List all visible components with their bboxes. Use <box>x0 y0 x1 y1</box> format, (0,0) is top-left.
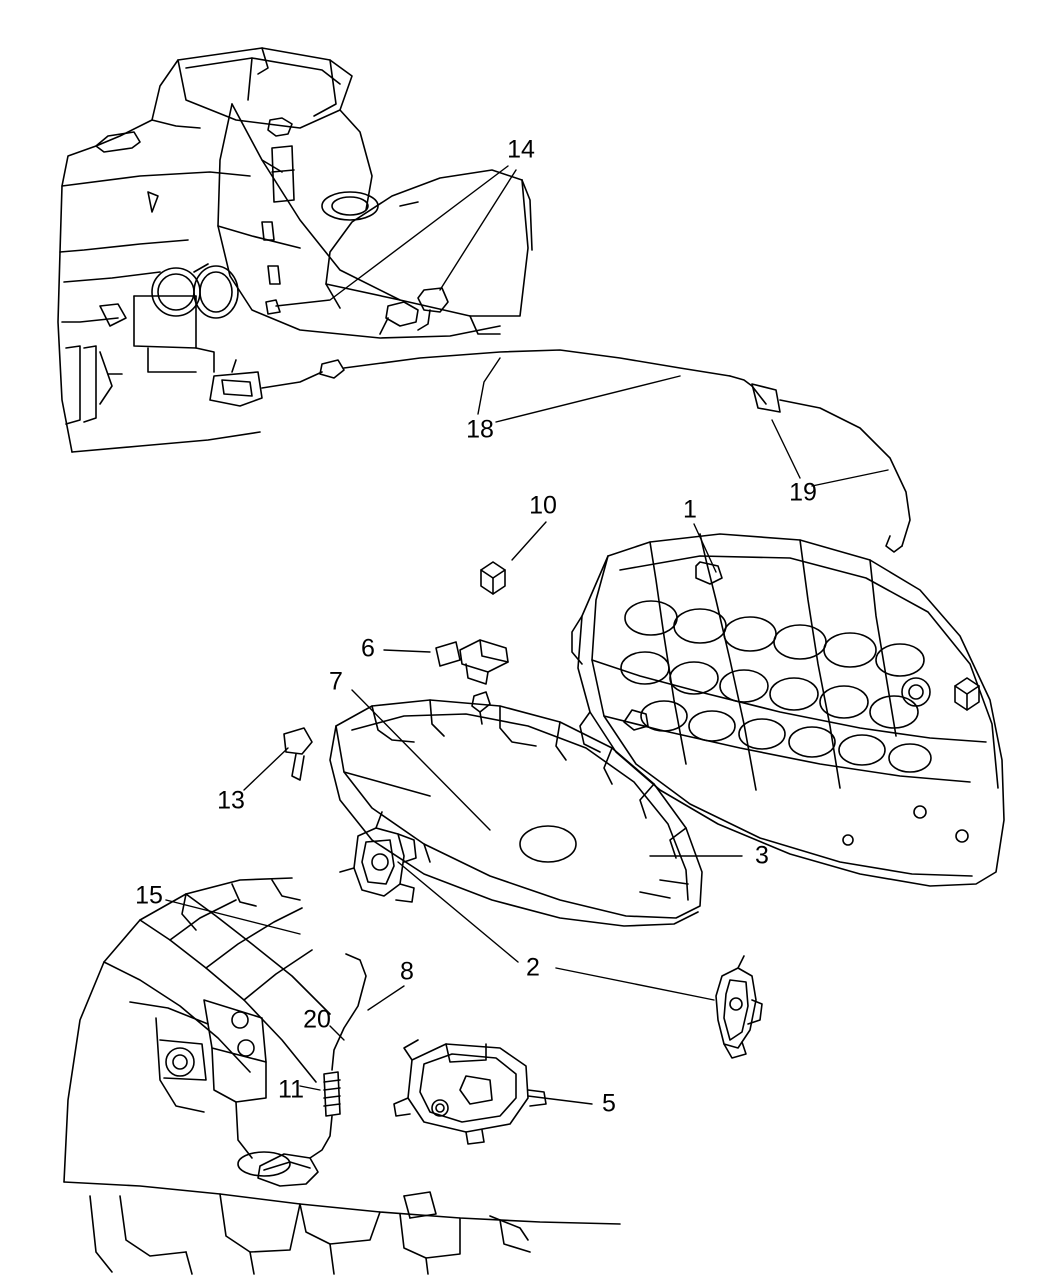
hood-hinge-left <box>340 812 416 902</box>
callout-3: 3 <box>755 841 769 870</box>
callout-14: 14 <box>507 135 535 164</box>
callout-20: 20 <box>303 1005 331 1034</box>
callout-15: 15 <box>135 881 163 910</box>
callout-5: 5 <box>602 1089 616 1118</box>
front-end-structure <box>64 878 620 1274</box>
hood-release-cable <box>210 288 910 552</box>
hood-panel <box>572 534 1004 886</box>
callout-8: 8 <box>400 957 414 986</box>
callout-13: 13 <box>217 786 245 815</box>
hood-hinge-right <box>716 956 762 1058</box>
callout-19: 19 <box>789 478 817 507</box>
callout-2: 2 <box>526 953 540 982</box>
callout-1: 1 <box>683 495 697 524</box>
insulator-clips <box>284 640 508 780</box>
callout-7: 7 <box>329 667 343 696</box>
latch-spring-and-rod <box>258 954 366 1186</box>
callout-10: 10 <box>529 491 557 520</box>
hood-insulator <box>330 700 702 926</box>
callout-6: 6 <box>361 634 375 663</box>
hood-fasteners <box>481 562 979 710</box>
callout-18: 18 <box>466 415 494 444</box>
callout-11: 11 <box>278 1075 304 1104</box>
hood-latch <box>394 1040 546 1144</box>
